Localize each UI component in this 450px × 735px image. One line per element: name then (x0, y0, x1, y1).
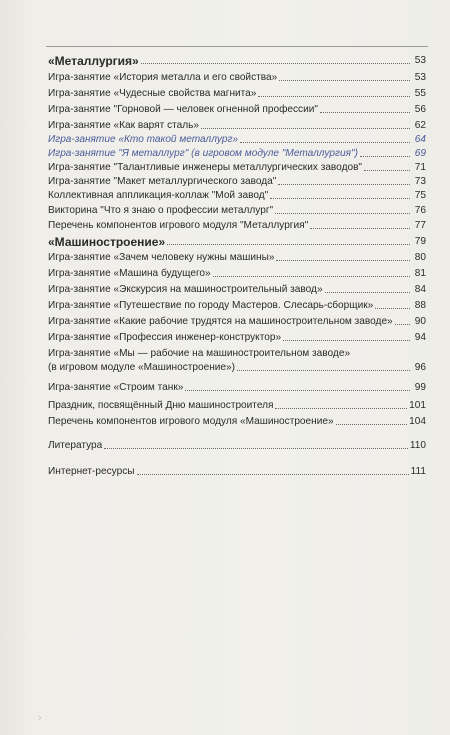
toc-entry-text: Игра-занятие «Кто такой металлург» (48, 134, 239, 145)
section-heading-2 (48, 232, 426, 248)
toc-entry (48, 70, 426, 84)
dot-leader (336, 423, 408, 425)
toc-entry (48, 298, 426, 312)
toc-entry-page: 73 (414, 176, 426, 187)
toc-entry (48, 346, 426, 360)
toc-entry (48, 250, 426, 264)
dot-leader (360, 155, 410, 157)
toc-entry-text: Игра-занятие "Горновой — человек огненной профессии" (48, 104, 318, 115)
toc-entry-text: Игра-занятие "Я металлург" (в игровом модуле "Металлургия") (48, 148, 358, 159)
toc-entry (48, 330, 426, 344)
dot-leader (283, 339, 410, 341)
dot-leader (276, 259, 410, 261)
toc-entry (48, 86, 426, 100)
toc-entry-text: Игра-занятие «Машина будущего» (48, 268, 211, 279)
toc-entry (48, 438, 426, 452)
dot-leader (395, 323, 410, 325)
toc-entry-page: 96 (414, 362, 426, 373)
toc-entry (48, 102, 426, 116)
toc-entry (48, 132, 426, 146)
toc-entry-page: 104 (409, 416, 426, 427)
toc-entry (48, 146, 426, 160)
dot-leader (352, 356, 410, 357)
toc-entry-page: 94 (414, 332, 426, 343)
toc-entry-text: (в игровом модуле «Машиностроение») (48, 362, 236, 373)
toc-entry-text: Перечень компонентов игрового модуля «Машиностроение» (48, 416, 334, 427)
toc-entry-page: 88 (414, 300, 426, 311)
toc-entry-text: Игра-занятие «Зачем человеку нужны машины» (48, 252, 275, 263)
toc-entry-text: Игра-занятие «Экскурсия на машиностроительный завод» (48, 284, 323, 295)
toc-entry-page: 71 (414, 162, 426, 173)
toc-entry-text: Игра-занятие «Путешествие по городу Мастеров. Слесарь-сборщик» (48, 300, 374, 311)
dot-leader (104, 447, 408, 449)
dot-leader (325, 291, 410, 293)
dot-leader (237, 369, 410, 371)
toc-entry-page: 101 (409, 400, 426, 411)
toc-entry-text: Праздник, посвящённый Дню машиностроителя (48, 400, 274, 411)
toc-entry (48, 218, 426, 232)
toc-entry-page: 62 (414, 120, 426, 131)
section-heading-2-page: 79 (414, 236, 426, 247)
toc-entry-page: 55 (414, 88, 426, 99)
toc-entry-page: 64 (414, 134, 426, 145)
toc-entry (48, 398, 426, 412)
toc-entry-page: 53 (414, 72, 426, 83)
toc-entry (48, 203, 426, 217)
dot-leader (375, 307, 410, 309)
toc-entry-text: Игра-занятие «История металла и его свойства» (48, 72, 278, 83)
dot-leader (167, 243, 410, 245)
dot-leader (185, 389, 410, 391)
toc-entry-page: 76 (414, 205, 426, 216)
toc-entry-page: 90 (414, 316, 426, 327)
top-rule (46, 46, 428, 47)
toc-entry (48, 160, 426, 174)
dot-leader (364, 169, 410, 171)
dot-leader (320, 111, 410, 113)
toc-entry (48, 360, 426, 374)
section-heading-1-page: 53 (414, 55, 426, 66)
dot-leader (279, 79, 410, 81)
section-heading-2-text: «Машиностроение» (48, 236, 166, 248)
toc-entry-text: Игра-занятие "Талантливые инженеры металлургических заводов" (48, 162, 363, 173)
toc-entry (48, 174, 426, 188)
toc-entry-text: Интернет-ресурсы (48, 466, 135, 477)
toc-entry-text: Игра-занятие «Какие рабочие трудятся на машиностроительном заводе» (48, 316, 393, 327)
dot-leader (201, 127, 410, 129)
toc-entry-page: 56 (414, 104, 426, 115)
toc-entry-text: Литература (48, 440, 103, 451)
toc-entry-page: 77 (414, 220, 426, 231)
toc-entry-text: Игра-занятие "Макет металлургического завода" (48, 176, 277, 187)
toc-entry-text: Перечень компонентов игрового модуля "Металлургия" (48, 220, 309, 231)
toc-entry (48, 266, 426, 280)
toc-entry-page: 81 (414, 268, 426, 279)
toc-entry (48, 414, 426, 428)
dot-leader (141, 62, 410, 64)
page-corner-mark: › (38, 712, 42, 724)
toc-entry-text: Игра-занятие «Профессия инженер-конструктор» (48, 332, 282, 343)
dot-leader (275, 212, 410, 214)
toc-entry-page: 111 (410, 466, 426, 477)
dot-leader (275, 407, 407, 409)
section-heading-1-text: «Металлургия» (48, 55, 139, 67)
toc-entry (48, 314, 426, 328)
toc-entry-page: 75 (414, 190, 426, 201)
dot-leader (270, 197, 410, 199)
toc-entry-text: Игра-занятие «Чудесные свойства магнита» (48, 88, 257, 99)
toc-entry-page: 80 (414, 252, 426, 263)
toc-entry (48, 282, 426, 296)
toc-entry (48, 118, 426, 132)
dot-leader (310, 227, 410, 229)
toc-entry (48, 188, 426, 202)
toc-entry-text: Игра-занятие «Мы — рабочие на машиностроительном заводе» (48, 348, 351, 359)
toc-entry-text: Коллективная аппликация-коллаж "Мой завод" (48, 190, 269, 201)
dot-leader (137, 473, 409, 475)
toc-entry-page: 69 (414, 148, 426, 159)
dot-leader (240, 141, 410, 143)
toc-entry-page: 110 (409, 440, 426, 451)
toc-entry (48, 464, 426, 478)
toc-entry-text: Викторина "Что я знаю о профессии металлург" (48, 205, 274, 216)
section-heading-1 (48, 51, 426, 67)
dot-leader (213, 275, 410, 277)
toc-entry-page: 99 (414, 382, 426, 393)
toc-entry-text: Игра-занятие «Как варят сталь» (48, 120, 200, 131)
dot-leader (278, 183, 410, 185)
dot-leader (258, 95, 410, 97)
toc-entry (48, 380, 426, 394)
toc-entry-text: Игра-занятие «Строим танк» (48, 382, 184, 393)
toc-entry-page: 84 (414, 284, 426, 295)
